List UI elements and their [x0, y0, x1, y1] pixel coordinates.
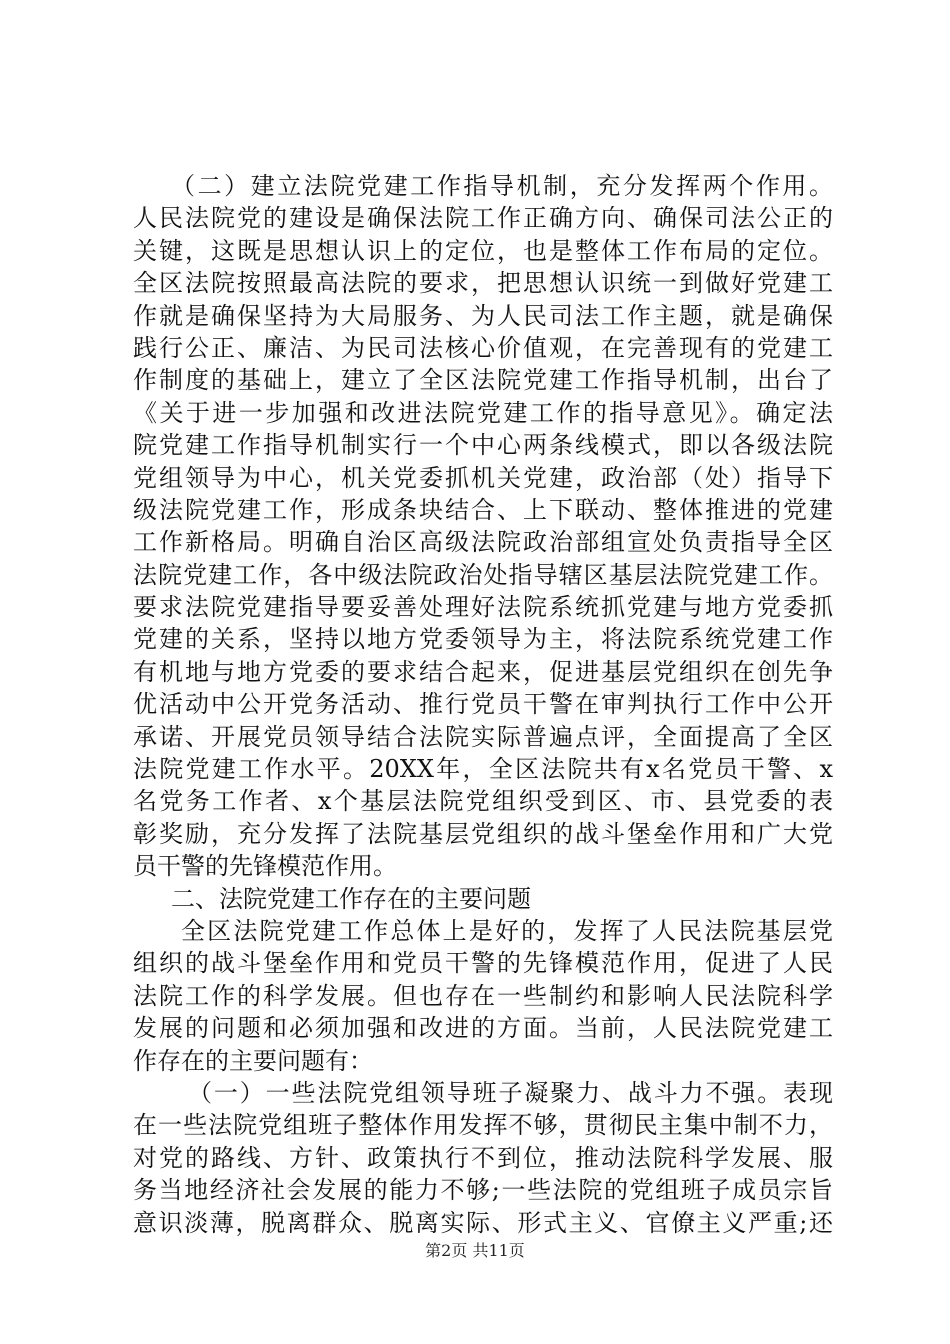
paragraph-line: 作就是确保坚持为大局服务、为人民司法工作主题，就是确保 — [133, 301, 833, 330]
paragraph-line: 关键，这既是思想认识上的定位，也是整体工作布局的定位。 — [133, 236, 833, 265]
paragraph-line: 人民法院党的建设是确保法院工作正确方向、确保司法公正的 — [133, 204, 833, 233]
body-text — [133, 170, 833, 1239]
paragraph-line: 法院工作的科学发展。但也存在一些制约和影响人民法院科学 — [133, 981, 833, 1010]
section-heading: 二、法院党建工作存在的主要问题 — [171, 884, 531, 913]
paragraph-line: 作制度的基础上，建立了全区法院党建工作指导机制，出台了 — [133, 366, 833, 395]
paragraph-line: 要求法院党建指导要妥善处理好法院系统抓党建与地方党委抓 — [133, 593, 833, 622]
paragraph-line: 院党建工作指导机制实行一个中心两条线模式，即以各级法院 — [133, 431, 833, 460]
paragraph-line: 名党务工作者、x个基层法院党组织受到区、市、县党委的表 — [133, 787, 833, 816]
paragraph-line: 务当地经济社会发展的能力不够;一些法院的党组班子成员宗旨 — [133, 1176, 833, 1205]
paragraph-line: 党建的关系，坚持以地方党委领导为主，将法院系统党建工作 — [133, 625, 833, 654]
paragraph-line: 意识淡薄，脱离群众、脱离实际、形式主义、官僚主义严重;还 — [133, 1208, 833, 1237]
paragraph-line: （一）一些法院党组领导班子凝聚力、战斗力不强。表现 — [188, 1078, 833, 1107]
paragraph-line: 优活动中公开党务活动、推行党员干警在审判执行工作中公开 — [133, 690, 833, 719]
paragraph-line: 全区法院党建工作总体上是好的，发挥了人民法院基层党 — [181, 916, 833, 945]
paragraph-line: 承诺、开展党员领导结合法院实际普遍点评，全面提高了全区 — [133, 722, 833, 751]
paragraph-line: 践行公正、廉洁、为民司法核心价值观，在完善现有的党建工 — [133, 333, 833, 362]
paragraph-line: （二）建立法院党建工作指导机制，充分发挥两个作用。 — [171, 172, 833, 200]
paragraph-line: 在一些法院党组班子整体作用发挥不够，贯彻民主集中制不力， — [133, 1111, 833, 1140]
paragraph-line: 组织的战斗堡垒作用和党员干警的先锋模范作用，促进了人民 — [133, 949, 833, 978]
paragraph-line: 法院党建工作水平。20XX年，全区法院共有x名党员干警、x — [133, 755, 833, 784]
paragraph-line: 有机地与地方党委的要求结合起来，促进基层党组织在创先争 — [133, 657, 833, 686]
paragraph-line: 全区法院按照最高法院的要求，把思想认识统一到做好党建工 — [133, 269, 833, 298]
paragraph-line: 党组领导为中心，机关党委抓机关党建，政治部（处）指导下 — [133, 463, 833, 492]
paragraph-line: 级法院党建工作，形成条块结合、上下联动、整体推进的党建 — [133, 495, 833, 524]
paragraph-line: 员干警的先锋模范作用。 — [133, 852, 397, 881]
paragraph-line: 作存在的主要问题有： — [133, 1046, 373, 1075]
paragraph-line: 彰奖励，充分发挥了法院基层党组织的战斗堡垒作用和广大党 — [133, 819, 833, 848]
paragraph-line: 《关于进一步加强和改进法院党建工作的指导意见》。确定法 — [133, 398, 833, 427]
paragraph-line: 工作新格局。明确自治区高级法院政治部组宣处负责指导全区 — [133, 528, 833, 557]
paragraph-line: 发展的问题和必须加强和改进的方面。当前，人民法院党建工 — [133, 1014, 833, 1043]
paragraph-line: 对党的路线、方针、政策执行不到位，推动法院科学发展、服 — [133, 1143, 833, 1172]
page-number: 第2页 共11页 — [425, 1241, 525, 1260]
paragraph-line: 法院党建工作，各中级法院政治处指导辖区基层法院党建工作。 — [133, 560, 833, 589]
